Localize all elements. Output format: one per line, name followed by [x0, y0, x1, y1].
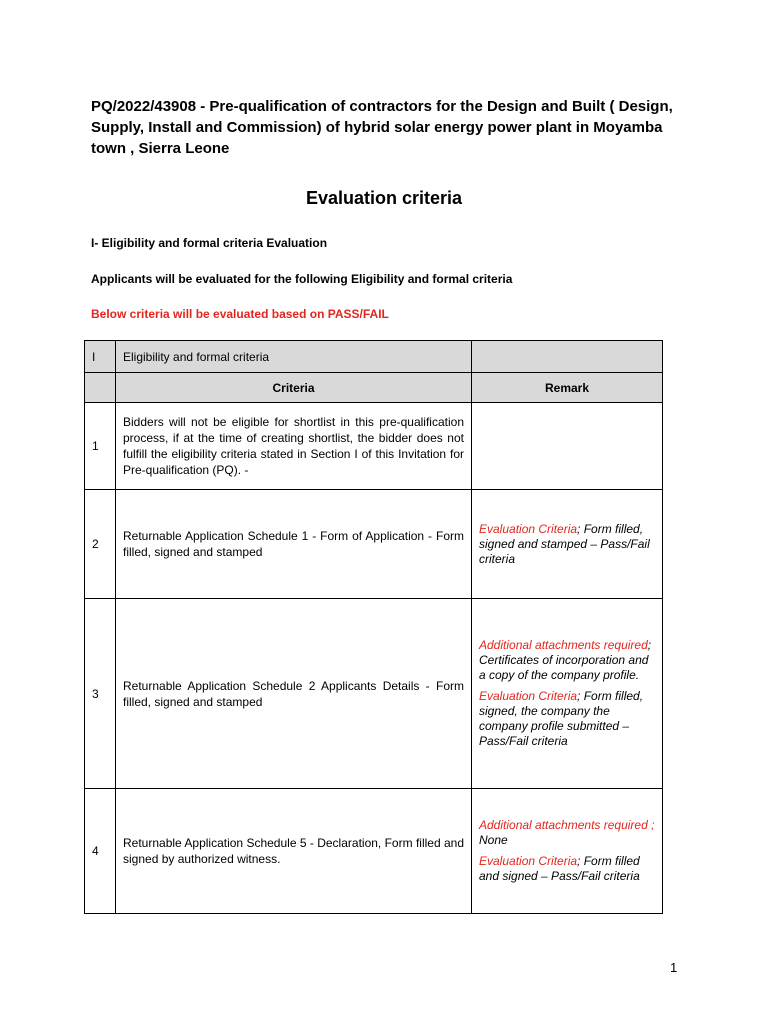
intro-text: Applicants will be evaluated for the following Eligibility and formal criteria — [91, 272, 513, 286]
row-criteria: Returnable Application Schedule 5 - Declaration, Form filled and signed by authorized witness. — [116, 789, 472, 914]
eval-criteria-label: Evaluation Criteria — [479, 689, 578, 703]
table-row — [85, 789, 663, 914]
pass-fail-note: Below criteria will be evaluated based on PASS/FAIL — [91, 307, 389, 321]
criteria-table — [84, 340, 663, 914]
attachments-text: None — [479, 833, 508, 847]
criteria-header: Criteria — [116, 373, 472, 403]
row-number: 1 — [85, 403, 116, 490]
page-heading: Evaluation criteria — [305, 188, 463, 208]
row-remark — [472, 599, 663, 789]
remark-header: Remark — [472, 373, 663, 403]
section-number: I — [85, 341, 116, 373]
row-criteria: Bidders will not be eligible for shortlist in this pre-qualification process, if at the time of creating shortlist, the bidder does not fulfill the eligibility criteria stated in Section I of this Invitation for Pre-qualification (PQ). - — [116, 403, 472, 490]
row-number: 3 — [85, 599, 116, 789]
table-header-row — [85, 373, 663, 403]
page-number: 1 — [670, 960, 678, 975]
row-remark — [472, 789, 663, 914]
section-label: Eligibility and formal criteria — [116, 341, 472, 373]
attachments-label: Additional attachments required — [479, 638, 648, 652]
table-row — [85, 599, 663, 789]
row-number: 2 — [85, 490, 116, 599]
eval-criteria-text: ; Form filled, signed, the company the company profile submitted – Pass/Fail criteria — [479, 689, 644, 748]
document-title: PQ/2022/43908 - Pre-qualification of contractors for the Design and Built ( Design, Supply, Install and Commission) of hybrid solar energy power plant in Moyamba town , Sierra Leone — [91, 98, 673, 157]
section-remark — [472, 341, 663, 373]
row-number: 4 — [85, 789, 116, 914]
table-row — [85, 490, 663, 599]
eval-criteria-text: ; Form filled and signed – Pass/Fail criteria — [479, 854, 640, 883]
table-title-row — [85, 341, 663, 373]
row-remark — [472, 403, 663, 490]
attachments-label: Additional attachments required ; — [479, 818, 655, 832]
eval-criteria-label: Evaluation Criteria — [479, 854, 578, 868]
row-criteria: Returnable Application Schedule 2 Applicants Details - Form filled, signed and stamped — [116, 599, 472, 789]
eval-criteria-label: Evaluation Criteria — [479, 521, 578, 536]
section-heading: I- Eligibility and formal criteria Evaluation — [91, 236, 328, 250]
table-row — [85, 403, 663, 490]
eval-criteria-text: ; Form filled, signed and stamped – Pass/Fail criteria — [479, 521, 650, 566]
attachments-text: ; Certificates of incorporation and a copy of the company profile. — [479, 638, 652, 682]
row-remark — [472, 490, 663, 599]
row-criteria: Returnable Application Schedule 1 - Form of Application - Form filled, signed and stamped — [116, 490, 472, 599]
